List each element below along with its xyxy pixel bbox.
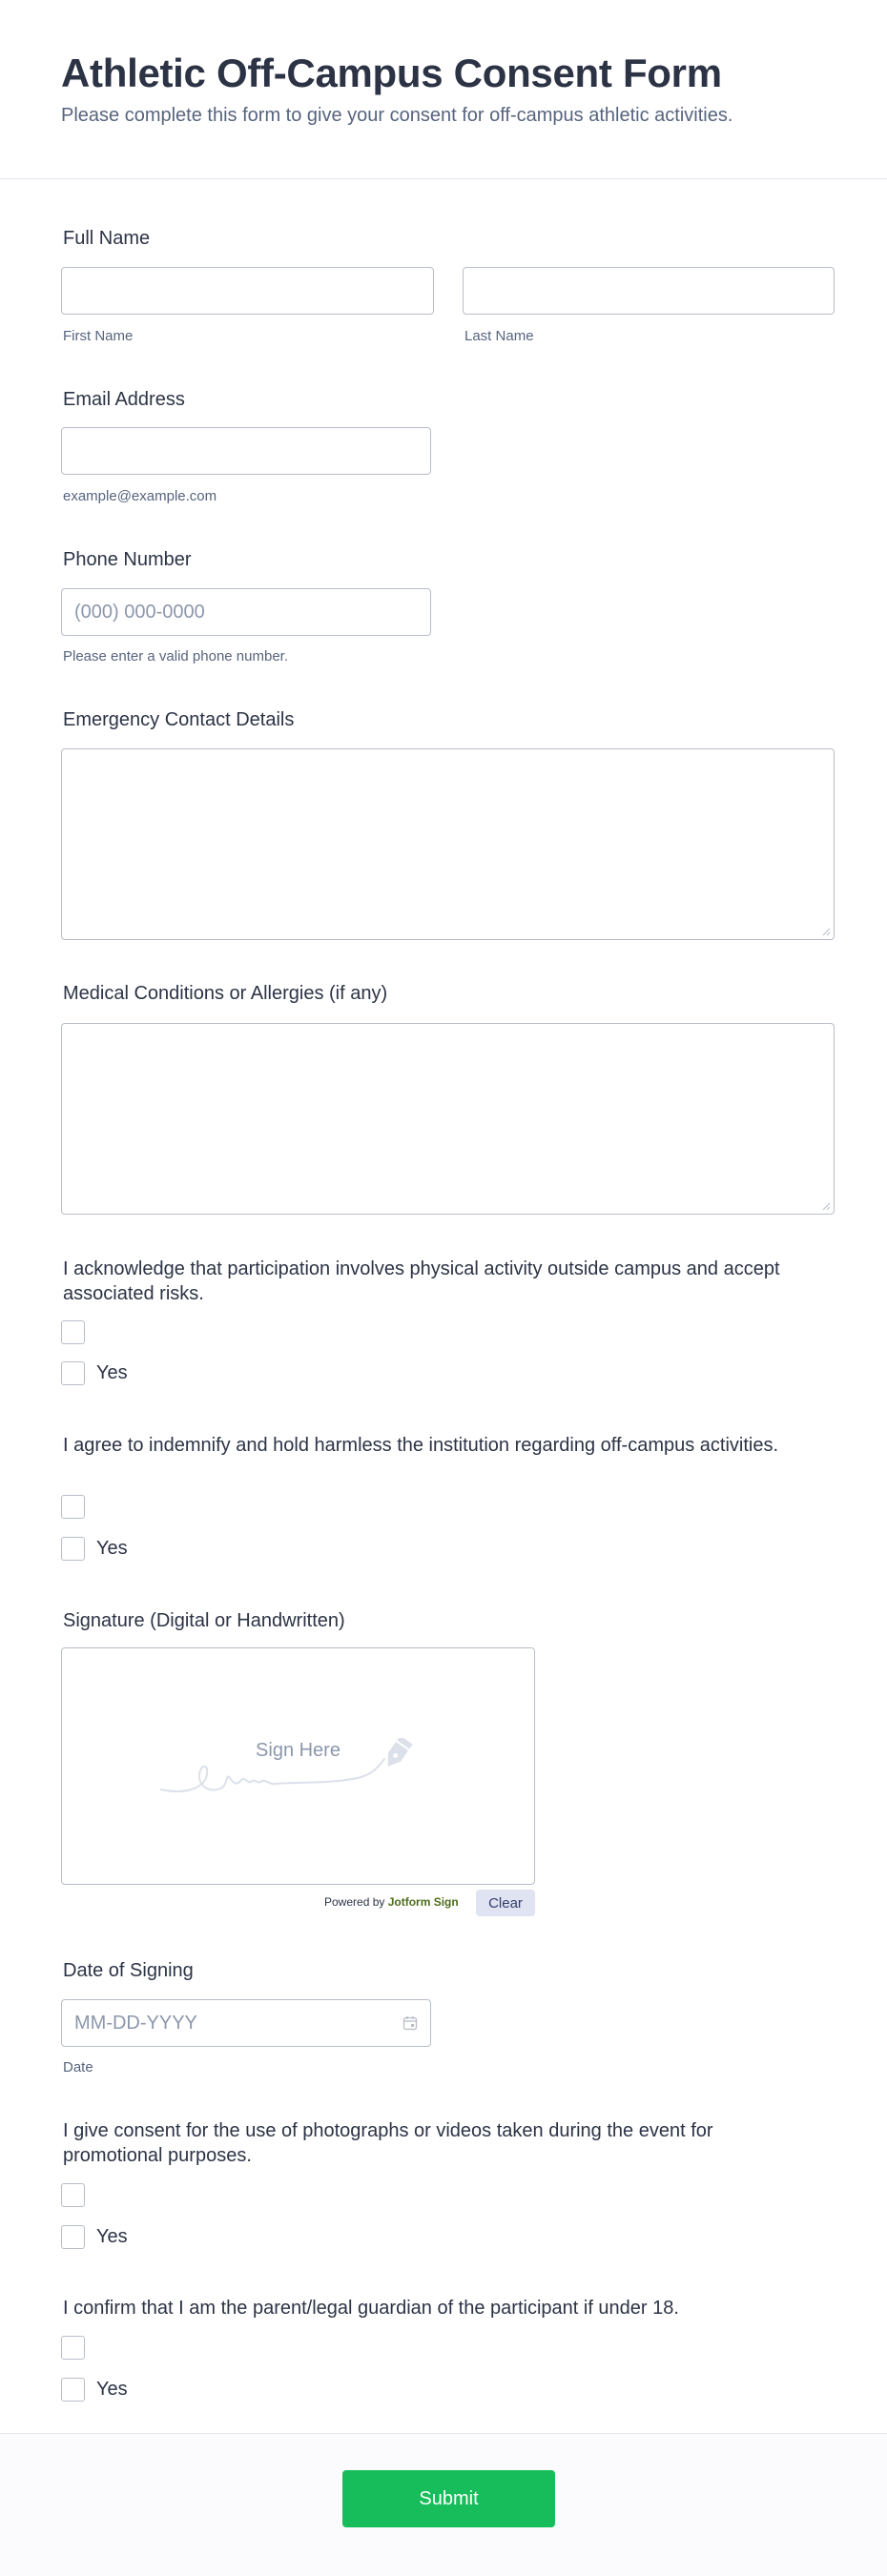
form-header <box>0 0 887 179</box>
photo-consent-yes-label[interactable]: Yes <box>96 2226 128 2247</box>
email-sublabel: example@example.com <box>63 488 217 504</box>
signature-pad[interactable] <box>61 1647 535 1885</box>
date-sublabel: Date <box>63 2059 93 2075</box>
jotform-sign-logo: Jotform Sign <box>387 1895 459 1909</box>
powered-by-text: Powered by <box>324 1895 385 1909</box>
first-name-input[interactable] <box>61 267 434 315</box>
guardian-yes-label[interactable]: Yes <box>96 2379 128 2400</box>
indemnify-checkbox-yes[interactable] <box>61 1537 85 1561</box>
submit-button[interactable]: Submit <box>342 2470 555 2527</box>
calendar-icon[interactable] <box>402 2015 418 2031</box>
acknowledge-checkbox-yes[interactable] <box>61 1361 85 1385</box>
indemnify-label: I agree to indemnify and hold harmless the institution regarding off-campus activities. <box>63 1435 779 1456</box>
full-name-label: Full Name <box>63 228 151 249</box>
acknowledge-checkbox-blank[interactable] <box>61 1320 85 1344</box>
email-label: Email Address <box>63 389 185 410</box>
phone-label: Phone Number <box>63 549 192 570</box>
acknowledge-label: I acknowledge that participation involves physical activity outside campus and accept associated risks. <box>63 1258 780 1304</box>
sign-here-text: Sign Here <box>256 1740 340 1761</box>
emergency-contact-label: Emergency Contact Details <box>63 709 295 730</box>
resize-handle-icon[interactable] <box>822 1202 831 1211</box>
medical-conditions-textarea[interactable] <box>61 1023 835 1215</box>
clear-signature-button[interactable]: Clear <box>476 1890 535 1916</box>
powered-by <box>324 1895 459 1909</box>
acknowledge-yes-label[interactable]: Yes <box>96 1362 128 1383</box>
photo-consent-checkbox-blank[interactable] <box>61 2183 85 2207</box>
resize-handle-icon[interactable] <box>822 928 831 936</box>
date-placeholder: MM-DD-YYYY <box>74 2012 197 2034</box>
photo-consent-label: I give consent for the use of photographs or videos taken during the event for promotional purposes. <box>63 2120 713 2166</box>
phone-input[interactable]: (000) 000-0000 <box>61 588 431 636</box>
signature-label: Signature (Digital or Handwritten) <box>63 1610 345 1631</box>
form-subtitle: Please complete this form to give your consent for off-campus athletic activities. <box>61 105 733 126</box>
photo-consent-checkbox-yes[interactable] <box>61 2225 85 2249</box>
date-label: Date of Signing <box>63 1960 194 1981</box>
last-name-sublabel: Last Name <box>464 328 534 344</box>
email-field[interactable] <box>61 427 431 475</box>
indemnify-checkbox-blank[interactable] <box>61 1495 85 1519</box>
guardian-checkbox-yes[interactable] <box>61 2378 85 2402</box>
guardian-label: I confirm that I am the parent/legal guardian of the participant if under 18. <box>63 2298 679 2319</box>
form-title: Athletic Off-Campus Consent Form <box>61 51 722 95</box>
phone-sublabel: Please enter a valid phone number. <box>63 648 288 664</box>
last-name-input[interactable] <box>463 267 835 315</box>
first-name-sublabel: First Name <box>63 328 134 344</box>
indemnify-yes-label[interactable]: Yes <box>96 1538 128 1559</box>
medical-conditions-label: Medical Conditions or Allergies (if any) <box>63 983 388 1004</box>
date-input[interactable] <box>61 1999 431 2047</box>
emergency-contact-textarea[interactable] <box>61 748 835 940</box>
guardian-checkbox-blank[interactable] <box>61 2336 85 2360</box>
